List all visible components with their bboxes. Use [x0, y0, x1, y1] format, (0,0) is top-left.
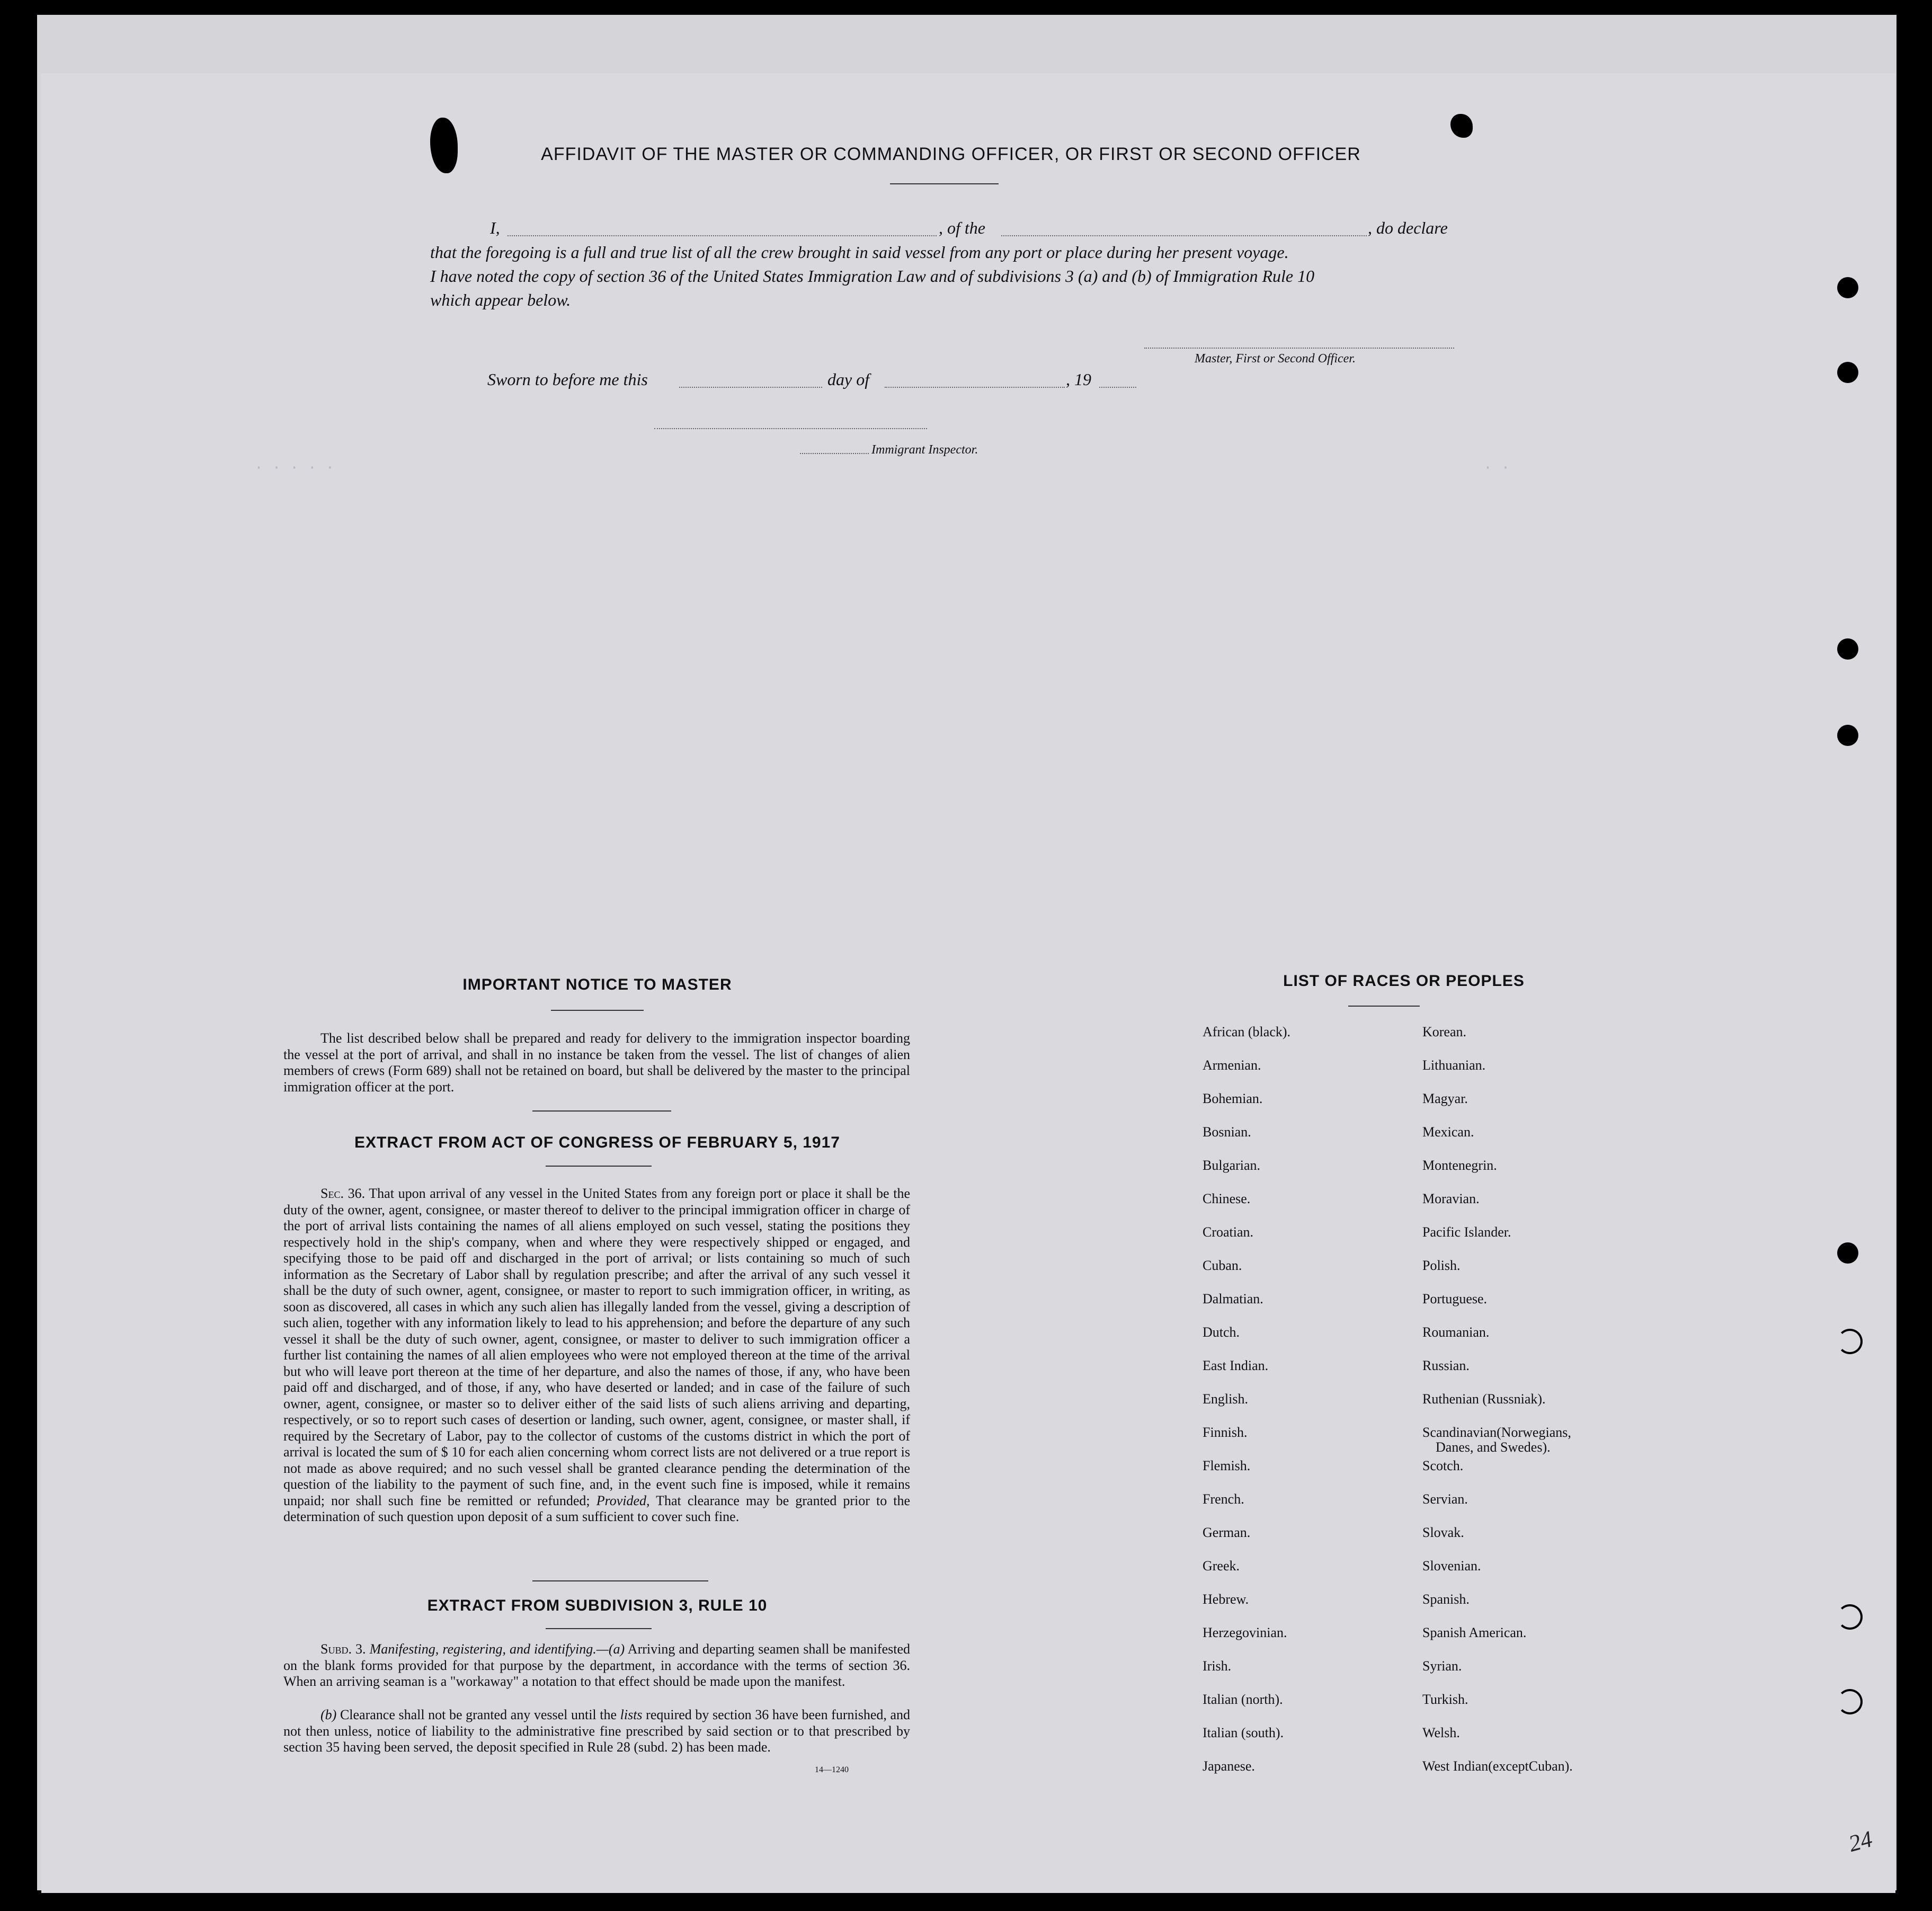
- name-blank-line[interactable]: [508, 235, 937, 236]
- divider: [1348, 1006, 1420, 1007]
- race-item: Hebrew.: [1203, 1592, 1249, 1607]
- inspector-caption: Immigrant Inspector.: [871, 443, 978, 457]
- race-item: Bosnian.: [1203, 1124, 1251, 1140]
- divider: [532, 1580, 708, 1581]
- binder-hole: [1837, 1242, 1858, 1264]
- race-item: Russian.: [1422, 1358, 1470, 1373]
- rule-subd-label: Subd. 3.: [320, 1641, 366, 1657]
- race-item: East Indian.: [1203, 1358, 1269, 1373]
- sworn-year-line[interactable]: [1099, 387, 1136, 388]
- race-item: Danes, and Swedes).: [1436, 1439, 1551, 1455]
- race-item: Syrian.: [1422, 1658, 1462, 1674]
- race-item: Cuban.: [1203, 1258, 1242, 1273]
- race-item: Dutch.: [1203, 1325, 1240, 1340]
- race-item: Bohemian.: [1203, 1091, 1263, 1106]
- affidavit-of-the-label: , of the: [939, 218, 985, 237]
- sworn-label: Sworn to before me this: [487, 370, 648, 389]
- race-item: Chinese.: [1203, 1191, 1251, 1206]
- race-item: Scotch.: [1422, 1458, 1464, 1473]
- race-item: Welsh.: [1422, 1725, 1460, 1740]
- bleed-through-marks: · · · · · · ·: [254, 460, 1510, 476]
- divider: [546, 1166, 652, 1167]
- race-item: Mexican.: [1422, 1124, 1474, 1140]
- rule-text-b1: Clearance shall not be granted any vessel until the: [340, 1707, 617, 1722]
- race-item: French.: [1203, 1491, 1244, 1507]
- vessel-blank-line[interactable]: [1001, 235, 1367, 236]
- rule-b-label: (b): [320, 1707, 337, 1722]
- binder-hole: [1837, 1689, 1863, 1714]
- race-item: German.: [1203, 1525, 1251, 1540]
- race-item: Croatian.: [1203, 1224, 1254, 1240]
- race-item: Greek.: [1203, 1558, 1240, 1574]
- race-item: Spanish.: [1422, 1592, 1470, 1607]
- race-item: Slovenian.: [1422, 1558, 1481, 1574]
- act-section-label: Sec. 36.: [320, 1186, 366, 1201]
- race-item: Scandinavian(Norwegians,: [1422, 1425, 1571, 1440]
- rule-heading: EXTRACT FROM SUBDIVISION 3, RULE 10: [427, 1597, 768, 1614]
- rule-text-b2: required by section 36 have been furnished, and not then unless, notice of liability to the administrative fine prescribed by said section or to that prescribed by section 35 having been served, the deposit specified in Rule 28 (subd. 2) has been made.: [283, 1707, 911, 1755]
- race-item: Polish.: [1422, 1258, 1461, 1273]
- sworn-month-line[interactable]: [885, 387, 1065, 388]
- race-item: African (black).: [1203, 1024, 1291, 1039]
- race-item: Korean.: [1422, 1024, 1467, 1039]
- year-label: , 19: [1066, 370, 1091, 389]
- race-item: Flemish.: [1203, 1458, 1251, 1473]
- races-heading: LIST OF RACES OR PEOPLES: [1283, 972, 1525, 990]
- affidavit-i-label: I,: [490, 218, 500, 237]
- notice-heading: IMPORTANT NOTICE TO MASTER: [462, 976, 732, 993]
- affidavit-line-2: that the foregoing is a full and true list of all the crew brought in said vessel from any port or place during her present voyage.: [430, 243, 1289, 262]
- affidavit-do-declare-label: , do declare: [1368, 218, 1448, 237]
- race-item: Montenegrin.: [1422, 1158, 1497, 1173]
- binder-hole: [1837, 725, 1858, 746]
- sworn-day-line[interactable]: [679, 387, 822, 388]
- race-item: Dalmatian.: [1203, 1291, 1263, 1306]
- race-item: English.: [1203, 1391, 1248, 1407]
- race-item: Slovak.: [1422, 1525, 1464, 1540]
- race-item: Spanish American.: [1422, 1625, 1527, 1640]
- act-text-end: That clearance may be granted prior to the determination of such question upon deposit of a sum sufficient to cover such fine.: [283, 1492, 911, 1524]
- act-text: That upon arrival of any vessel in the United States from any foreign port or place it shall be the duty of the owner, agent, consignee, or master thereof to deliver to the principal immigration officer in charge of the port of arrival lists containing the names of all aliens employed on such vessel, stating the positions they respectively hold in the ship's company, when and where they were respectively shipped or engaged, and specifying those to be paid off and discharged in the port of arrival; or lists containing so much of such information as the Secretary of Labor shall by regulation prescribe; and after the arrival of any such vessel it shall be the duty of such owner, agent, consignee, or master to report to such immigration officer, in writing, as soon as discovered, all cases in which any such alien has illegally landed from the vessel, giving a description of such alien, together with any information likely to lead to his apprehension; and before the departure of any such vessel it shall be the duty of such owner, agent, consignee, or master to deliver to such immigration officer a further list containing the names of all alien employees who were not employed thereon at the time of the arrival but who will leave port thereon at the time of her departure, and also the names of those, if any, who have been paid off and discharged, and of those, if any, who have deserted or landed; and in case of the failure of such owner, agent, consignee, or master so to deliver either of the said lists of such aliens arriving and departing, respectively, or so to report such cases of desertion or landing, such owner, agent, consignee, or master shall, if required by the Secretary of Labor, pay to the collector of customs of the customs district in which the port of arrival is located the sum of $ 10 for each alien concerning whom correct lists are not delivered or a true report is not made as above required; and no such vessel shall be granted clearance pending the determination of the question of the liability to the payment of such fine, and, in the event such fine is imposed, while it remains unpaid; nor shall such fine be remitted or refunded;: [283, 1186, 911, 1508]
- inspector-short-line[interactable]: [800, 453, 869, 454]
- divider: [551, 1010, 644, 1011]
- binder-hole: [1837, 638, 1858, 660]
- race-item: Magyar.: [1422, 1091, 1468, 1106]
- rule-lists-word: lists: [620, 1707, 643, 1722]
- notice-text: The list described below shall be prepared and ready for delivery to the immigration inspector boarding the vessel at the port of arrival, and shall in no instance be taken from the vessel. The list of changes of alien members of crews (Form 689) shall not be retained on board, but shall be delivered by the master to the principal immigration officer at the port.: [283, 1030, 910, 1095]
- race-item: West Indian(exceptCuban).: [1422, 1758, 1573, 1774]
- act-provided-label: Provided,: [596, 1492, 650, 1508]
- race-item: Finnish.: [1203, 1425, 1248, 1440]
- affidavit-line-4: which appear below.: [430, 290, 571, 309]
- rule-text-b-block: [283, 1707, 910, 1756]
- race-item: Italian (north).: [1203, 1692, 1283, 1707]
- binder-hole: [1837, 277, 1858, 298]
- affidavit-line-3: I have noted the copy of section 36 of the United States Immigration Law and of subdivisions 3 (a) and (b) of Immigration Rule 10: [430, 266, 1315, 286]
- corner-mark: 24: [1846, 1826, 1875, 1857]
- rule-text-a: Arriving and departing seamen shall be manifested on the blank forms provided for that purpose by the department, in accordance with the terms of section 36. When an arriving seaman is a "workaway" a notation to that effect should be made upon the manifest.: [283, 1641, 910, 1689]
- divider: [546, 1628, 652, 1629]
- day-of-label: day of: [827, 370, 870, 389]
- race-item: Roumanian.: [1422, 1325, 1490, 1340]
- affidavit-title: AFFIDAVIT OF THE MASTER OR COMMANDING OFFICER, OR FIRST OR SECOND OFFICER: [541, 144, 1361, 164]
- race-item: Armenian.: [1203, 1057, 1261, 1073]
- act-heading: EXTRACT FROM ACT OF CONGRESS OF FEBRUARY 5, 1917: [354, 1134, 840, 1151]
- form-number: 14—1240: [815, 1765, 849, 1774]
- divider: [890, 183, 999, 184]
- race-item: Irish.: [1203, 1658, 1232, 1674]
- rule-subd-title: Manifesting, registering, and identifying.—(a): [369, 1641, 625, 1657]
- rule-text-a-block: [283, 1641, 910, 1690]
- act-text-block: [283, 1186, 910, 1525]
- divider: [532, 1110, 671, 1112]
- signature-line[interactable]: [1144, 348, 1454, 349]
- race-item: Japanese.: [1203, 1758, 1255, 1774]
- race-item: Ruthenian (Russniak).: [1422, 1391, 1546, 1407]
- race-item: Turkish.: [1422, 1692, 1468, 1707]
- race-item: Portuguese.: [1422, 1291, 1488, 1306]
- race-item: Herzegovinian.: [1203, 1625, 1287, 1640]
- race-item: Lithuanian.: [1422, 1057, 1486, 1073]
- signature-caption: Master, First or Second Officer.: [1195, 352, 1356, 366]
- binder-hole: [1837, 362, 1858, 383]
- race-item: Pacific Islander.: [1422, 1224, 1511, 1240]
- inspector-signature-line[interactable]: [654, 428, 927, 429]
- binder-hole: [1837, 1329, 1863, 1354]
- race-item: Moravian.: [1422, 1191, 1480, 1206]
- race-item: Servian.: [1422, 1491, 1468, 1507]
- race-item: Bulgarian.: [1203, 1158, 1261, 1173]
- race-item: Italian (south).: [1203, 1725, 1284, 1740]
- binder-hole: [1837, 1604, 1863, 1630]
